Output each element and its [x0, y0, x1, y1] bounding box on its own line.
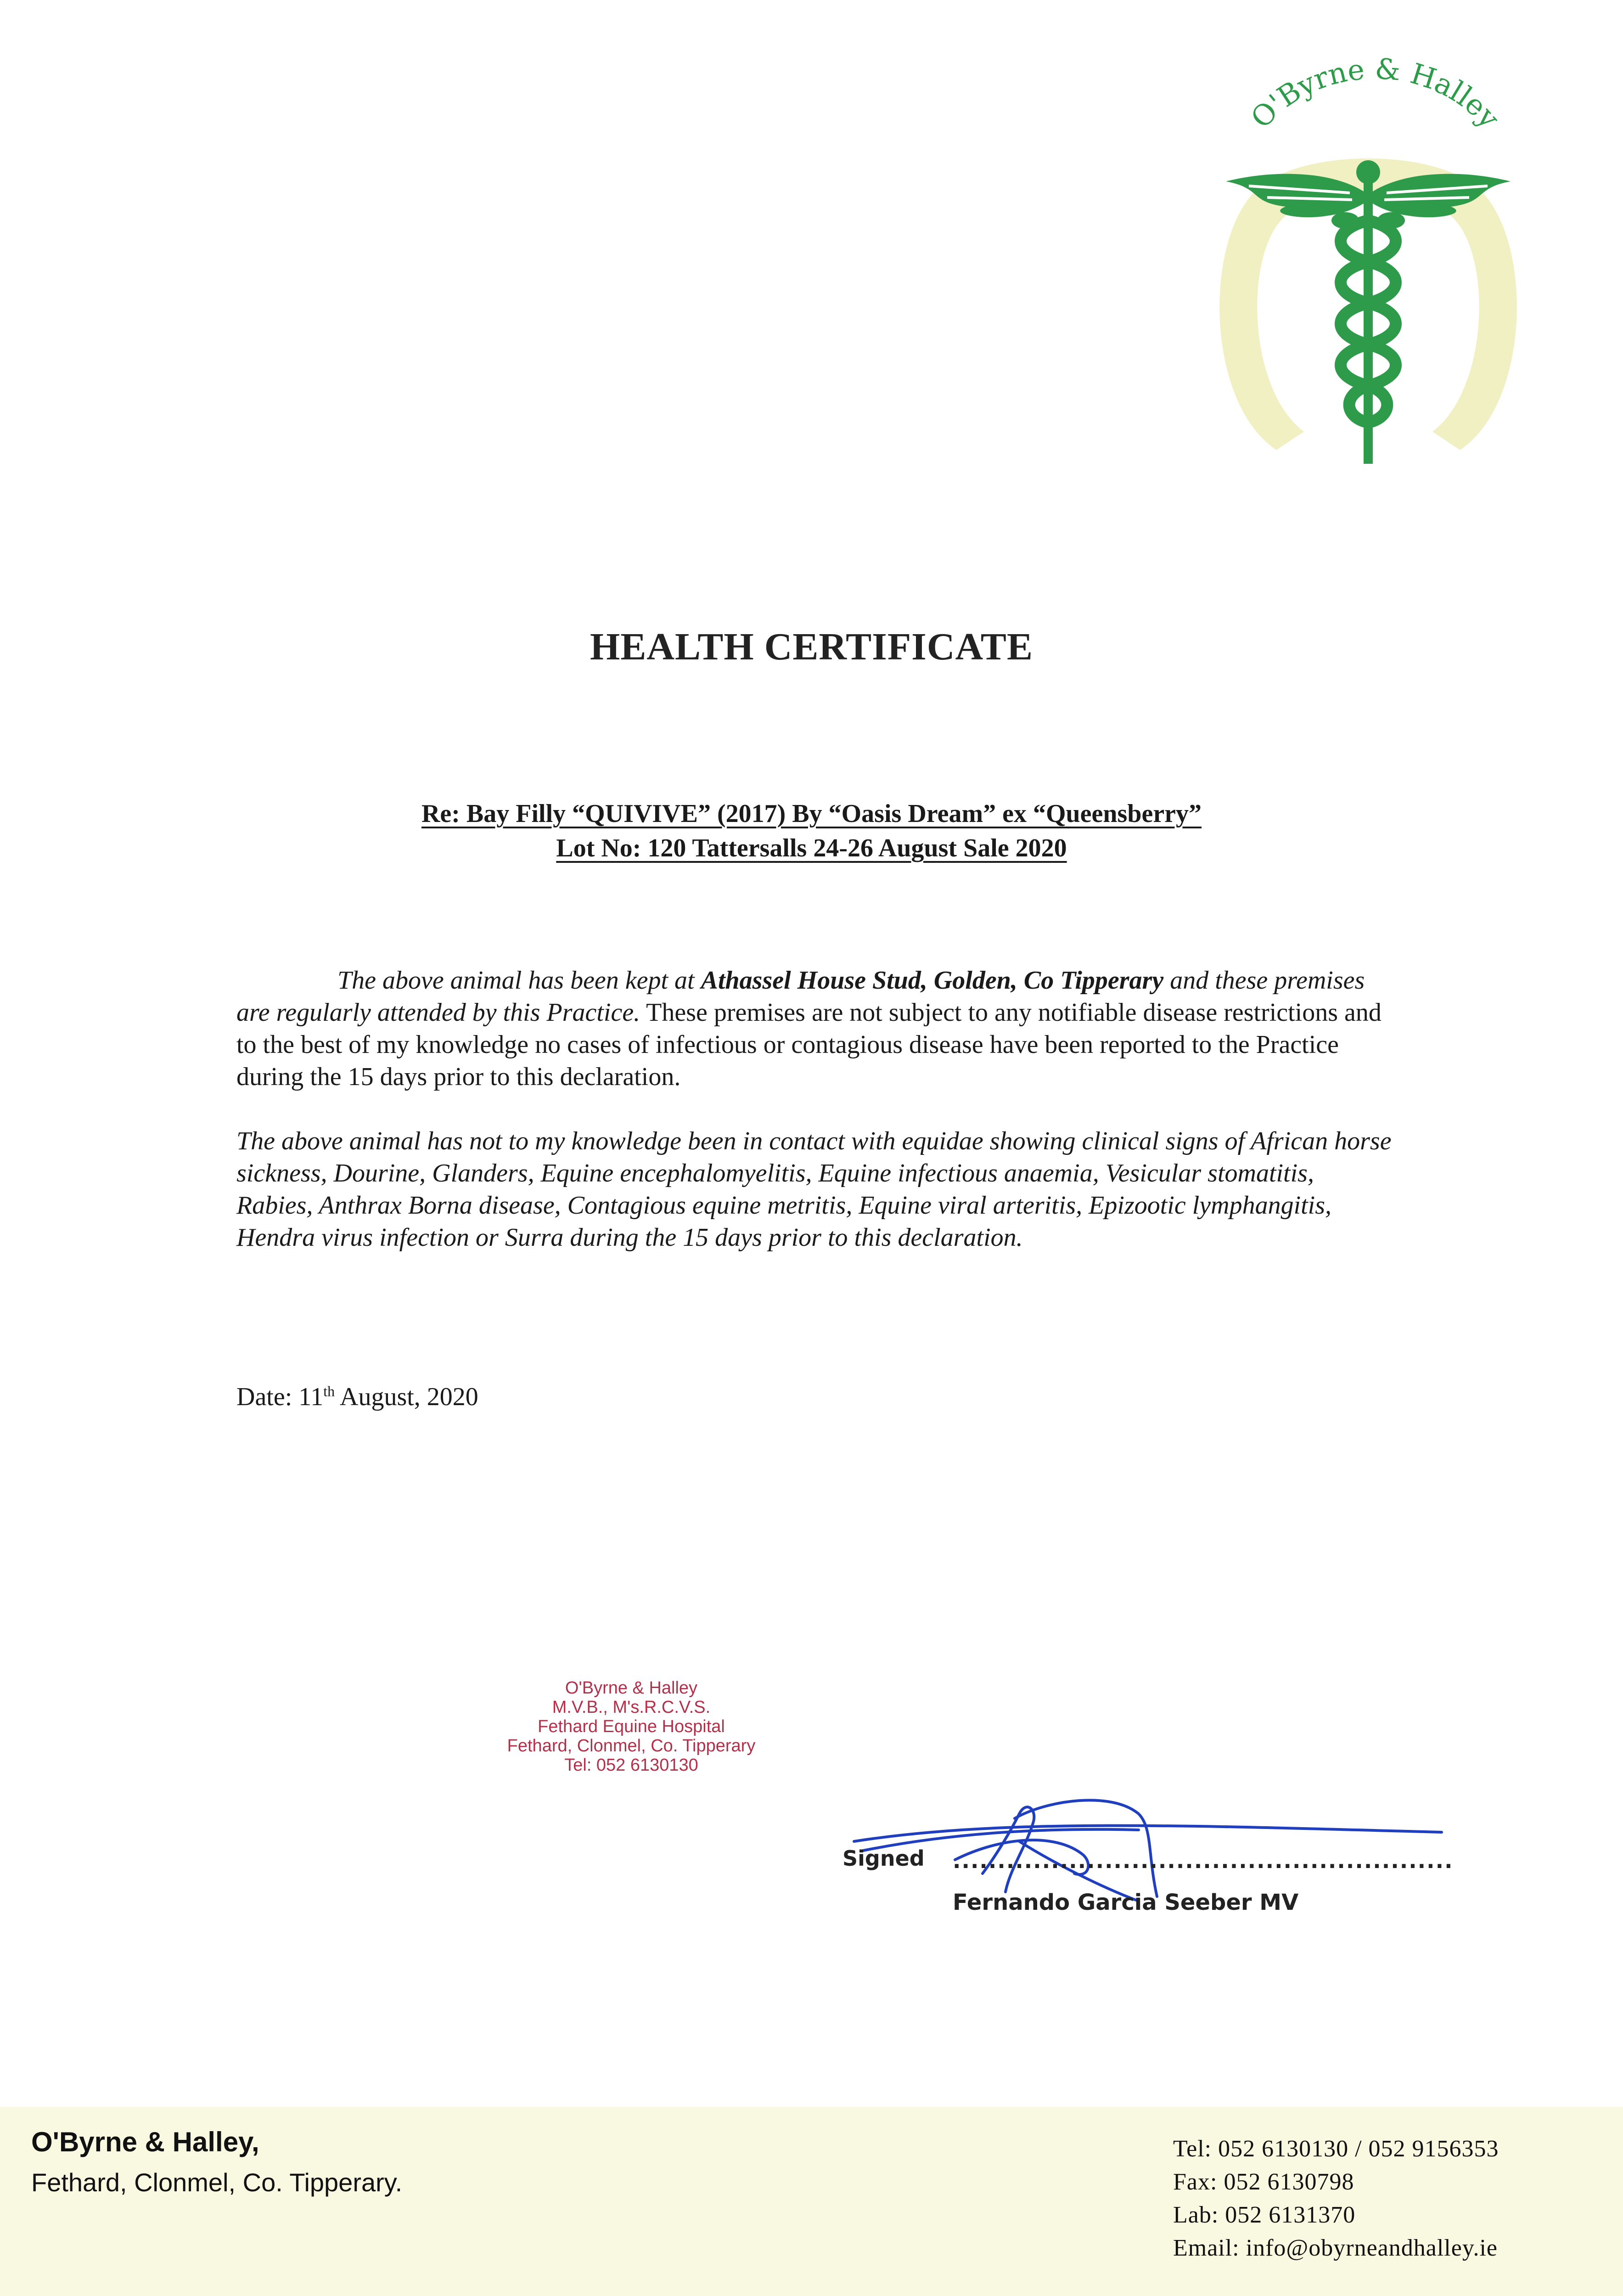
paragraph-premises [236, 964, 1393, 1093]
stamp-line: O'Byrne & Halley [565, 1678, 698, 1698]
footer-fax: Fax: 052 6130798 [1173, 2169, 1354, 2195]
footer-email: Email: info@obyrneandhalley.ie [1173, 2235, 1498, 2261]
p1-middle: and these premises are regularly attended by this Practice. [236, 966, 1365, 1027]
stamp-line: Tel: 052 6130130 [564, 1756, 698, 1775]
p1-intro: The above animal has been kept at [337, 966, 701, 995]
footer-lab: Lab: 052 6131370 [1173, 2202, 1356, 2228]
footer-company-name: O'Byrne & Halley, [31, 2127, 259, 2157]
p1-place: Athassel House Stud, Golden, Co Tipperary [701, 966, 1164, 995]
p1-rest: These premises are not subject to any notifiable disease restrictions and to the best of my knowledge no cases of infectious or contagious disease have been reported to the Practice during the 15 days prior to this declaration. [236, 998, 1382, 1091]
stamp-line: M.V.B., M's.R.C.V.S. [552, 1698, 711, 1717]
practice-stamp [482, 1678, 781, 1775]
logo-text: O'Byrne & Halley [1244, 55, 1506, 135]
signed-label: Signed [842, 1846, 925, 1871]
certificate-date [236, 1382, 478, 1412]
re-line-lot: Lot No: 120 Tattersalls 24-26 August Sale 2020 [556, 834, 1067, 862]
date-label: Date: 11 [236, 1383, 324, 1411]
signer-name: Fernando Garcia Seeber MV [953, 1890, 1299, 1915]
stamp-line: Fethard, Clonmel, Co. Tipperary [507, 1736, 756, 1756]
re-line-animal: Re: Bay Filly “QUIVIVE” (2017) By “Oasis Dream” ex “Queensberry” [421, 799, 1202, 828]
signature-line: ........................................................ [953, 1848, 1454, 1873]
date-suffix: th [323, 1383, 335, 1400]
page-title: HEALTH CERTIFICATE [590, 625, 1033, 668]
caduceus-horseshoe-icon [1194, 55, 1543, 468]
footer-tel: Tel: 052 6130130 / 052 9156353 [1173, 2136, 1499, 2162]
company-logo [1194, 55, 1543, 468]
footer-address: Fethard, Clonmel, Co. Tipperary. [31, 2168, 403, 2197]
svg-text:O'Byrne & Halley [1244, 55, 1506, 135]
stamp-line: Fethard Equine Hospital [538, 1717, 725, 1736]
paragraph-contact-declaration: The above animal has not to my knowledge been in contact with equidae showing clinical signs of African horse sickness, Dourine, Glanders, Equine encephalomyelitis, Equine infectious anaemia, Vesicular stomatitis, Rabies, Anthrax Borna disease, Contagious equine metritis, Equine viral arteritis, Epizootic lymphangitis, Hendra virus infection or Surra during the 15 days prior to this declaration. [236, 1127, 1392, 1252]
date-rest: August, 2020 [335, 1383, 478, 1411]
